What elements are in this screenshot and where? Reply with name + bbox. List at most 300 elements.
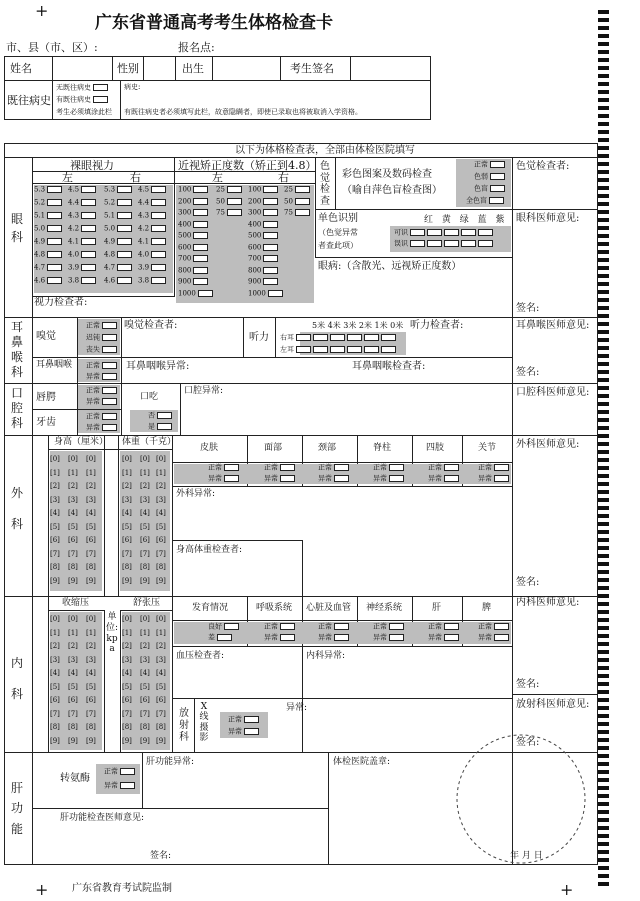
digit-bubble[interactable]: [7] [122,709,132,718]
myopia-left[interactable]: 500 [178,232,208,240]
digit-bubble[interactable]: [4] [68,669,78,677]
ent-abnormal[interactable]: 异常 [86,373,117,381]
internal-abnormal[interactable]: 异常 [478,634,509,642]
digit-bubble[interactable]: [0] [86,455,96,463]
hist-opt-none[interactable]: 无既往病史 [56,84,108,92]
weight-digit-grid[interactable] [120,452,172,592]
digit-bubble[interactable]: [6] [86,696,96,704]
fill-mark[interactable] [224,475,239,482]
digit-bubble[interactable]: [7] [156,709,166,718]
digit-bubble[interactable]: [0] [156,615,166,623]
birth-field[interactable] [213,57,279,79]
digit-bubble[interactable]: [3] [50,655,60,664]
surgery-mark-row[interactable] [172,464,512,486]
fill-mark[interactable] [93,84,108,91]
digit-bubble[interactable]: [0] [140,455,150,463]
vision-right-b[interactable]: 4.4 [138,199,166,207]
digit-bubble[interactable]: [1] [86,468,96,477]
fill-mark[interactable] [151,199,166,206]
digit-bubble[interactable]: [4] [122,509,132,517]
digit-bubble[interactable]: [3] [68,495,78,504]
vision-left-b[interactable]: 3.8 [68,277,96,285]
digit-bubble[interactable]: [0] [122,615,132,623]
fill-mark[interactable] [47,264,62,271]
myopia-left-quarter[interactable]: 50 [216,198,242,206]
diastolic-digit-grid[interactable] [120,612,172,752]
fill-mark[interactable] [263,209,278,216]
digit-bubble[interactable]: [0] [86,615,96,623]
digit-bubble[interactable]: [2] [122,482,132,490]
digit-bubble[interactable]: [9] [86,576,96,585]
internal-normal[interactable]: 正常 [318,623,349,631]
digit-bubble[interactable]: [0] [50,455,60,463]
digit-bubble[interactable]: [7] [68,709,78,718]
fill-mark[interactable] [263,221,278,228]
fill-mark[interactable] [389,464,404,471]
vision-right-a[interactable]: 5.3 [104,186,132,194]
digit-bubble[interactable]: [8] [140,563,150,571]
myopia-left[interactable]: 400 [178,221,208,229]
digit-bubble[interactable]: [5] [156,522,166,531]
myopia-left[interactable]: 600 [178,244,208,252]
surgery-normal[interactable]: 正常 [428,464,459,472]
fill-mark[interactable] [280,464,295,471]
fill-mark[interactable] [47,225,62,232]
smell-normal[interactable]: 正常 [86,322,117,330]
color-normal[interactable]: 正常 [474,161,505,169]
digit-bubble[interactable]: [9] [50,736,60,745]
fill-mark[interactable] [81,225,96,232]
digit-bubble[interactable]: [6] [140,696,150,704]
digit-bubble[interactable]: [7] [50,709,60,718]
surgery-normal[interactable]: 正常 [478,464,509,472]
fill-mark[interactable] [280,475,295,482]
vision-right-b[interactable]: 4.3 [138,212,166,220]
internal-normal[interactable]: 正常 [373,623,404,631]
fill-mark[interactable] [280,623,295,630]
enzyme-abnormal[interactable]: 异常 [104,782,135,790]
fill-mark[interactable] [117,212,132,219]
fill-mark[interactable] [217,634,232,641]
vision-left-b[interactable]: 4.2 [68,225,96,233]
internal-abnormal[interactable]: 异常 [373,634,404,642]
digit-bubble[interactable]: [9] [122,736,132,745]
digit-bubble[interactable]: [9] [156,736,166,745]
fill-mark[interactable] [263,267,278,274]
digit-bubble[interactable]: [6] [68,696,78,704]
fill-mark[interactable] [81,186,96,193]
digit-bubble[interactable]: [1] [68,628,78,637]
digit-bubble[interactable]: [5] [86,522,96,531]
digit-bubble[interactable]: [7] [86,709,96,718]
surgery-abnormal[interactable]: 异常 [478,475,509,483]
myopia-right-quarter[interactable]: 50 [284,198,310,206]
myopia-left[interactable]: 300 [178,209,208,217]
vision-right-b[interactable]: 3.9 [138,264,166,272]
surgery-normal[interactable]: 正常 [318,464,349,472]
fill-mark[interactable] [295,198,310,205]
vision-right-b[interactable]: 4.1 [138,238,166,246]
fill-mark[interactable] [151,238,166,245]
vision-right-a[interactable]: 5.2 [104,199,132,207]
digit-bubble[interactable]: [6] [86,536,96,544]
digit-bubble[interactable]: [8] [50,723,60,731]
fill-mark[interactable] [193,244,208,251]
vision-left-b[interactable]: 3.9 [68,264,96,272]
digit-bubble[interactable]: [5] [122,522,132,531]
surgery-abnormal[interactable]: 异常 [373,475,404,483]
digit-bubble[interactable]: [9] [50,576,60,585]
myopia-right-quarter[interactable]: 25 [284,186,310,194]
myopia-right[interactable]: 300 [248,209,278,217]
vision-left-a[interactable]: 4.7 [34,264,62,272]
vision-left-a[interactable]: 5.3 [34,186,62,194]
surgery-normal[interactable]: 正常 [373,464,404,472]
fill-mark[interactable] [117,277,132,284]
surgery-normal[interactable]: 正常 [208,464,239,472]
stutter-yes[interactable]: 是 [148,423,172,431]
digit-bubble[interactable]: [2] [140,642,150,650]
fill-mark[interactable] [334,464,349,471]
fill-mark[interactable] [193,267,208,274]
internal-mark-row[interactable] [172,622,512,646]
vision-left-b[interactable]: 4.0 [68,251,96,259]
myopia-left[interactable]: 800 [178,267,208,275]
digit-bubble[interactable]: [1] [68,468,78,477]
vision-right-b[interactable]: 4.2 [138,225,166,233]
vision-left-a[interactable]: 4.6 [34,277,62,285]
development-good[interactable]: 良好 [208,623,239,631]
myopia-left[interactable]: 200 [178,198,208,206]
digit-bubble[interactable]: [3] [86,655,96,664]
digit-bubble[interactable]: [1] [50,468,60,477]
fill-mark[interactable] [193,198,208,205]
digit-bubble[interactable]: [4] [68,509,78,517]
digit-bubble[interactable]: [4] [50,509,60,517]
fill-mark[interactable] [117,199,132,206]
smell-lost[interactable]: 丧失 [86,346,117,354]
digit-bubble[interactable]: [7] [86,549,96,558]
fill-mark[interactable] [151,225,166,232]
surgery-abnormal[interactable]: 异常 [318,475,349,483]
digit-bubble[interactable]: [6] [122,696,132,704]
digit-bubble[interactable]: [1] [140,628,150,637]
vision-left-b[interactable]: 4.5 [68,186,96,194]
fill-mark[interactable] [263,232,278,239]
fill-mark[interactable] [295,209,310,216]
fill-mark[interactable] [193,278,208,285]
myopia-left[interactable]: 700 [178,255,208,263]
internal-abnormal[interactable]: 异常 [318,634,349,642]
vision-right-a[interactable]: 4.6 [104,277,132,285]
digit-bubble[interactable]: [2] [68,642,78,650]
digit-bubble[interactable]: [1] [86,628,96,637]
color-weak[interactable]: 色弱 [474,173,505,181]
fill-mark[interactable] [151,186,166,193]
digit-bubble[interactable]: [6] [50,536,60,544]
hearing-right[interactable]: 右耳 [280,334,396,342]
myopia-right[interactable]: 400 [248,221,278,229]
myopia-right[interactable]: 100 [248,186,278,194]
candidate-signature-field[interactable] [351,57,430,79]
vision-right-a[interactable]: 4.9 [104,238,132,246]
digit-bubble[interactable]: [6] [50,696,60,704]
fill-mark[interactable] [81,238,96,245]
lips-abnormal[interactable]: 异常 [86,398,117,406]
digit-bubble[interactable]: [6] [140,536,150,544]
digit-bubble[interactable]: [4] [140,509,150,517]
fill-mark[interactable] [295,186,310,193]
digit-bubble[interactable]: [2] [140,482,150,490]
myopia-right[interactable]: 700 [248,255,278,263]
fill-mark[interactable] [81,251,96,258]
lips-normal[interactable]: 正常 [86,387,117,395]
internal-abnormal[interactable]: 异常 [264,634,295,642]
digit-bubble[interactable]: [4] [140,669,150,677]
vision-left-a[interactable]: 5.0 [34,225,62,233]
fill-mark[interactable] [334,475,349,482]
digit-bubble[interactable]: [8] [122,723,132,731]
fill-mark[interactable] [494,634,509,641]
digit-bubble[interactable]: [5] [156,682,166,691]
color-total-blind[interactable]: 全色盲 [466,197,504,205]
digit-bubble[interactable]: [4] [86,669,96,677]
digit-bubble[interactable]: [2] [86,482,96,490]
myopia-right[interactable]: 1000 [248,290,283,298]
surgery-abnormal[interactable]: 异常 [428,475,459,483]
digit-bubble[interactable]: [5] [86,682,96,691]
fill-mark[interactable] [494,464,509,471]
digit-bubble[interactable]: [7] [140,549,150,558]
xray-abnormal[interactable]: 异常 [228,728,259,736]
vision-left-a[interactable]: 4.8 [34,251,62,259]
fill-mark[interactable] [193,232,208,239]
digit-bubble[interactable]: [8] [140,723,150,731]
digit-bubble[interactable]: [3] [156,495,166,504]
vision-right-b[interactable]: 3.8 [138,277,166,285]
myopia-left[interactable]: 100 [178,186,208,194]
fill-mark[interactable] [444,464,459,471]
digit-bubble[interactable]: [1] [156,628,166,637]
fill-mark[interactable] [81,212,96,219]
vision-left-b[interactable]: 4.3 [68,212,96,220]
digit-bubble[interactable]: [9] [68,576,78,585]
teeth-normal[interactable]: 正常 [86,413,117,421]
surgery-normal[interactable]: 正常 [264,464,295,472]
digit-bubble[interactable]: [3] [122,655,132,664]
fill-mark[interactable] [227,209,242,216]
digit-bubble[interactable]: [0] [156,455,166,463]
digit-bubble[interactable]: [9] [68,736,78,745]
digit-bubble[interactable]: [3] [86,495,96,504]
fill-mark[interactable] [334,623,349,630]
digit-bubble[interactable]: [4] [50,669,60,677]
digit-bubble[interactable]: [2] [86,642,96,650]
myopia-right[interactable]: 600 [248,244,278,252]
fill-mark[interactable] [117,251,132,258]
systolic-digit-grid[interactable] [50,612,104,752]
xray-normal[interactable]: 正常 [228,716,259,724]
hist-opt-has[interactable]: 有既往病史 [56,96,108,104]
digit-bubble[interactable]: [8] [86,563,96,571]
fill-mark[interactable] [494,623,509,630]
fill-mark[interactable] [444,623,459,630]
digit-bubble[interactable]: [0] [122,455,132,463]
fill-mark[interactable] [81,199,96,206]
surgery-abnormal[interactable]: 异常 [208,475,239,483]
digit-bubble[interactable]: [5] [122,682,132,691]
digit-bubble[interactable]: [6] [156,536,166,544]
fill-mark[interactable] [444,634,459,641]
digit-bubble[interactable]: [9] [122,576,132,585]
surgery-abnormal[interactable]: 异常 [264,475,295,483]
stutter-no[interactable]: 否 [148,412,172,420]
digit-bubble[interactable]: [7] [50,549,60,558]
digit-bubble[interactable]: [1] [156,468,166,477]
digit-bubble[interactable]: [3] [50,495,60,504]
digit-bubble[interactable]: [7] [68,549,78,558]
digit-bubble[interactable]: [3] [140,655,150,664]
digit-bubble[interactable]: [8] [68,563,78,571]
internal-abnormal[interactable]: 异常 [428,634,459,642]
myopia-right[interactable]: 500 [248,232,278,240]
vision-right-a[interactable]: 4.8 [104,251,132,259]
fill-mark[interactable] [193,255,208,262]
internal-normal[interactable]: 正常 [428,623,459,631]
color-blind[interactable]: 色盲 [474,185,505,193]
fill-mark[interactable] [151,212,166,219]
fill-mark[interactable] [81,264,96,271]
fill-mark[interactable] [47,212,62,219]
digit-bubble[interactable]: [0] [50,615,60,623]
digit-bubble[interactable]: [5] [140,682,150,691]
digit-bubble[interactable]: [5] [140,522,150,531]
digit-bubble[interactable]: [4] [86,509,96,517]
ent-normal[interactable]: 正常 [86,362,117,370]
myopia-bubble-grid[interactable] [176,186,314,304]
fill-mark[interactable] [389,475,404,482]
fill-mark[interactable] [444,475,459,482]
digit-bubble[interactable]: [2] [156,642,166,650]
smell-dull[interactable]: 迟钝 [86,334,117,342]
myopia-right-quarter[interactable]: 75 [284,209,310,217]
fill-mark[interactable] [193,186,208,193]
digit-bubble[interactable]: [5] [68,682,78,691]
digit-bubble[interactable]: [1] [50,628,60,637]
myopia-right[interactable]: 800 [248,267,278,275]
fill-mark[interactable] [47,238,62,245]
fill-mark[interactable] [47,199,62,206]
fill-mark[interactable] [117,186,132,193]
digit-bubble[interactable]: [6] [68,536,78,544]
fill-mark[interactable] [193,209,208,216]
fill-mark[interactable] [227,198,242,205]
fill-mark[interactable] [263,278,278,285]
digit-bubble[interactable]: [5] [68,522,78,531]
development-poor[interactable]: 差 [208,634,232,642]
fill-mark[interactable] [193,221,208,228]
digit-bubble[interactable]: [0] [68,455,78,463]
fill-mark[interactable] [263,255,278,262]
digit-bubble[interactable]: [3] [68,655,78,664]
fill-mark[interactable] [47,186,62,193]
fill-mark[interactable] [117,264,132,271]
hearing-left[interactable]: 左耳 [280,346,396,354]
fill-mark[interactable] [47,277,62,284]
fill-mark[interactable] [117,225,132,232]
digit-bubble[interactable]: [9] [86,736,96,745]
myopia-left[interactable]: 900 [178,278,208,286]
vision-right-a[interactable]: 5.1 [104,212,132,220]
fill-mark[interactable] [263,244,278,251]
digit-bubble[interactable]: [6] [122,536,132,544]
fill-mark[interactable] [227,186,242,193]
fill-mark[interactable] [389,623,404,630]
fill-mark[interactable] [117,238,132,245]
myopia-left-quarter[interactable]: 75 [216,209,242,217]
vision-right-b[interactable]: 4.5 [138,186,166,194]
single-can[interactable]: 可识 [394,229,493,237]
fill-mark[interactable] [389,634,404,641]
digit-bubble[interactable]: [4] [156,509,166,517]
digit-bubble[interactable]: [2] [68,482,78,490]
digit-bubble[interactable]: [8] [156,563,166,571]
myopia-left[interactable]: 1000 [178,290,213,298]
digit-bubble[interactable]: [9] [156,576,166,585]
digit-bubble[interactable]: [3] [140,495,150,504]
vision-left-b[interactable]: 4.4 [68,199,96,207]
fill-mark[interactable] [151,277,166,284]
digit-bubble[interactable]: [0] [140,615,150,623]
vision-left-a[interactable]: 5.2 [34,199,62,207]
teeth-abnormal[interactable]: 异常 [86,424,117,432]
digit-bubble[interactable]: [5] [50,682,60,691]
digit-bubble[interactable]: [2] [50,482,60,490]
vision-bubble-grid[interactable] [34,186,174,294]
fill-mark[interactable] [494,475,509,482]
fill-mark[interactable] [198,290,213,297]
digit-bubble[interactable]: [2] [122,642,132,650]
fill-mark[interactable] [268,290,283,297]
vision-right-a[interactable]: 5.0 [104,225,132,233]
digit-bubble[interactable]: [7] [140,709,150,718]
fill-mark[interactable] [224,464,239,471]
digit-bubble[interactable]: [1] [122,468,132,477]
internal-normal[interactable]: 正常 [478,623,509,631]
fill-mark[interactable] [263,186,278,193]
digit-bubble[interactable]: [8] [86,723,96,731]
fill-mark[interactable] [47,251,62,258]
digit-bubble[interactable]: [8] [156,723,166,731]
fill-mark[interactable] [334,634,349,641]
digit-bubble[interactable]: [2] [156,482,166,490]
internal-normal[interactable]: 正常 [264,623,295,631]
fill-mark[interactable] [151,251,166,258]
fill-mark[interactable] [151,264,166,271]
vision-left-a[interactable]: 4.9 [34,238,62,246]
digit-bubble[interactable]: [8] [50,563,60,571]
fill-mark[interactable] [93,96,108,103]
digit-bubble[interactable]: [8] [122,563,132,571]
vision-left-a[interactable]: 5.1 [34,212,62,220]
fill-mark[interactable] [263,198,278,205]
vision-right-a[interactable]: 4.7 [104,264,132,272]
digit-bubble[interactable]: [5] [50,522,60,531]
myopia-right[interactable]: 900 [248,278,278,286]
digit-bubble[interactable]: [9] [140,736,150,745]
fill-mark[interactable] [81,277,96,284]
myopia-left-quarter[interactable]: 25 [216,186,242,194]
